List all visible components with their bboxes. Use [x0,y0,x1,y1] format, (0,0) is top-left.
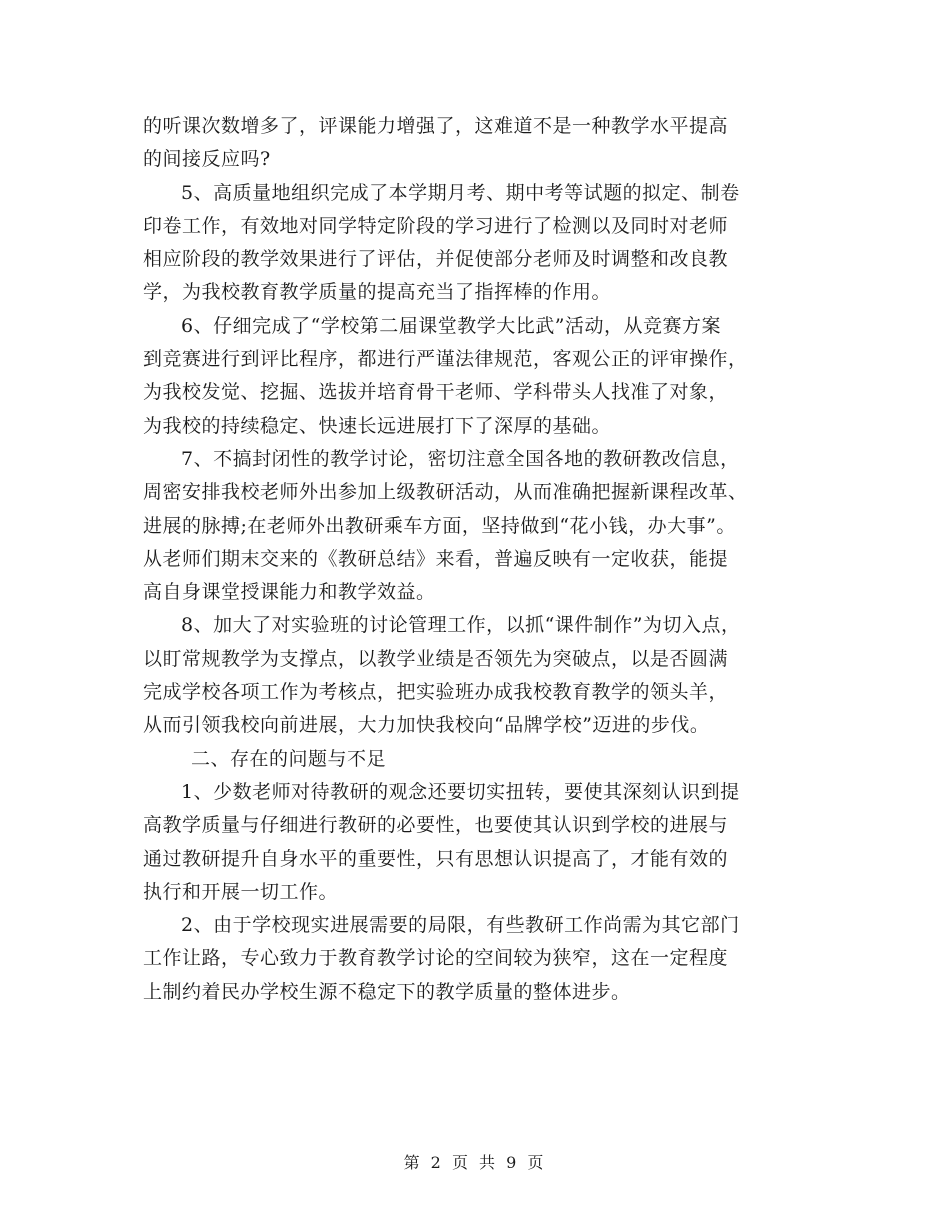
text-line: 为我校的持续稳定、快速长远进展打下了深厚的基础。 [143,414,612,437]
text-line: 从老师们期末交来的《教研总结》来看，普遍反映有一定收获，能提 [143,547,729,570]
text-line: 完成学校各项工作为考核点，把实验班办成我校教育教学的领头羊， [143,681,729,704]
text-line: 以盯常规教学为支撑点，以教学业绩是否领先为突破点，以是否圆满 [143,647,729,670]
text-line: 相应阶段的教学效果进行了评估，并促使部分老师及时调整和改良教 [143,248,729,271]
section-heading: 二、存在的问题与不足 [191,747,387,770]
text-line: 印卷工作，有效地对同学特定阶段的学习进行了检测以及同时对老师 [143,214,729,237]
text-line: 上制约着民办学校生源不稳定下的教学质量的整体进步。 [143,980,631,1003]
text-line: 学，为我校教育教学质量的提高充当了指挥棒的作用。 [143,281,612,304]
text-line: 高教学质量与仔细进行教研的必要性，也要使其认识到学校的进展与 [143,814,729,837]
paragraph-8-start: 8、加大了对实验班的讨论管理工作，以抓“课件制作”为切入点， [181,614,741,637]
paragraph-6-start: 6、仔细完成了“学校第二届课堂教学大比武”活动，从竞赛方案 [181,314,722,337]
text-line: 通过教研提升自身水平的重要性，只有思想认识提高了，才能有效的 [143,847,729,870]
text-line: 为我校发觉、挖掘、选拔并培育骨干老师、学科带头人找准了对象， [143,381,729,404]
text-line: 的间接反应吗? [143,148,271,171]
text-line: 进展的脉搏;在老师外出教研乘车方面，坚持做到“花小钱，办大事”。 [143,514,736,537]
page-number: 第 2 页 共 9 页 [403,1153,547,1172]
text-line: 高自身课堂授课能力和教学效益。 [143,581,436,604]
paragraph-7-start: 7、不搞封闭性的教学讨论，密切注意全国各地的教研教改信息， [181,447,740,470]
text-line: 从而引领我校向前进展，大力加快我校向“品牌学校”迈进的步伐。 [143,714,710,737]
text-line: 执行和开展一切工作。 [143,880,339,903]
text-line: 到竞赛进行到评比程序，都进行严谨法律规范，客观公正的评审操作， [143,348,748,371]
body-text [143,110,823,1009]
paragraph-5-start: 5、高质量地组织完成了本学期月考、期中考等试题的拟定、制卷 [181,181,740,204]
problem-2-start: 2、由于学校现实进展需要的局限，有些教研工作尚需为其它部门 [181,914,740,937]
text-line: 工作让路，专心致力于教育教学讨论的空间较为狭窄，这在一定程度 [143,947,729,970]
text-line: 周密安排我校老师外出参加上级教研活动，从而准确把握新课程改革、 [143,481,748,504]
problem-1-start: 1、少数老师对待教研的观念还要切实扭转，要使其深刻认识到提 [181,780,740,803]
text-line: 的听课次数增多了，评课能力增强了，这难道不是一种教学水平提高 [143,115,729,137]
